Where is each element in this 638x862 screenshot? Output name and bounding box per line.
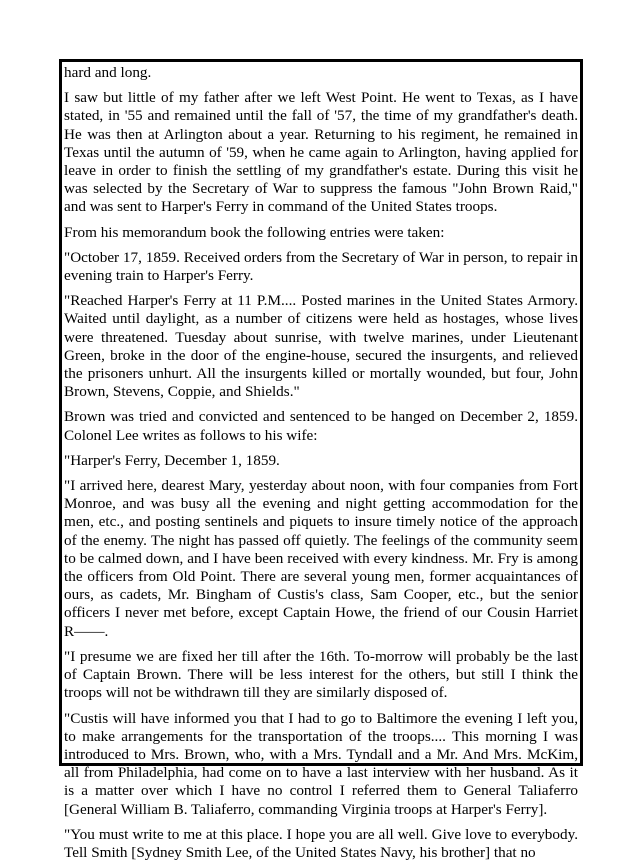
paragraph-letter-arrival: "I arrived here, dearest Mary, yesterday about noon, with four companies from Fort Monroe, and was busy all the evening and night getting accommodation for the men, etc., and posting sentinels and piquets to insure timely notice of the approach of the enemy. The night has passed off quietly. The feelings of the community seem to be calmed down, and I have been received with every kindness. Mr. Fry is among the officers from Old Point. There are several young men, former acquaintances of ours, as cadets, Mr. Bingham of Custis's class, Sam Cooper, etc., but the senior officers I never met before, except Captain Howe, the friend of our Cousin Harriet R——. <box>64 477 578 640</box>
paragraph-continuation: hard and long. <box>64 64 152 81</box>
paragraph-harpers-ferry-entry: "Reached Harper's Ferry at 11 P.M.... Posted marines in the United States Armory. Waited until daylight, as a number of citizens were held as hostages, whose lives were threatened. Tuesday about sunrise, with twelve marines, under Lieutenant Green, broke in the door of the engine-house, secured the insurgents, and relieved the prisoners unhurt. All the insurgents killed or mortally wounded, but four, John Brown, Stevens, Coppie, and Shields." <box>64 292 578 401</box>
paragraph-letter-fixed: "I presume we are fixed her till after the 16th. To-morrow will probably be the last of Captain Brown. There will be less interest for the others, but still I think the troops will not be withdrawn till they are similarly disposed of. <box>64 647 578 702</box>
paragraph-brown-sentenced: Brown was tried and convicted and sentenced to be hanged on December 2, 1859. Colonel Lee writes as follows to his wife: <box>64 408 578 444</box>
page-text-frame <box>59 59 583 861</box>
paragraph-october-entry: "October 17, 1859. Received orders from the Secretary of War in person, to repair in evening train to Harper's Ferry. <box>64 248 578 285</box>
paragraph-memorandum-intro: From his memorandum book the following entries were taken: <box>64 223 445 241</box>
paragraph-letter-dateline: "Harper's Ferry, December 1, 1859. <box>64 451 280 469</box>
paragraph-father-texas: I saw but little of my father after we left West Point. He went to Texas, as I have stated, in '55 and remained until the fall of '57, the time of my grandfather's death. He was then at Arlington about a year. Returning to his regiment, he remained in Texas until the autumn of '59, when he came again to Arlington, having applied for leave in order to finish the settling of my grandfather's estate. During this visit he was selected by the Secretary of War to suppress the famous "John Brown Raid," and was sent to Harper's Ferry in command of the United States troops. <box>64 89 578 216</box>
paragraph-letter-write: "You must write to me at this place. I hope you are all well. Give love to everybody. Tell Smith [Sydney Smith Lee, of the United States Navy, his brother] that no <box>64 825 578 861</box>
paragraph-letter-baltimore: "Custis will have informed you that I had to go to Baltimore the evening I left you, to make arrangements for the transportation of the troops.... This morning I was introduced to Mrs. Brown, who, with a Mrs. Tyndall and a Mr. And Mrs. McKim, all from Philadelphia, had come on to have a last interview with her husband. As it is a matter over which I have no control I referred them to General Taliaferro [General William B. Taliaferro, commanding Virginia troops at Harper's Ferry]. <box>64 709 578 818</box>
